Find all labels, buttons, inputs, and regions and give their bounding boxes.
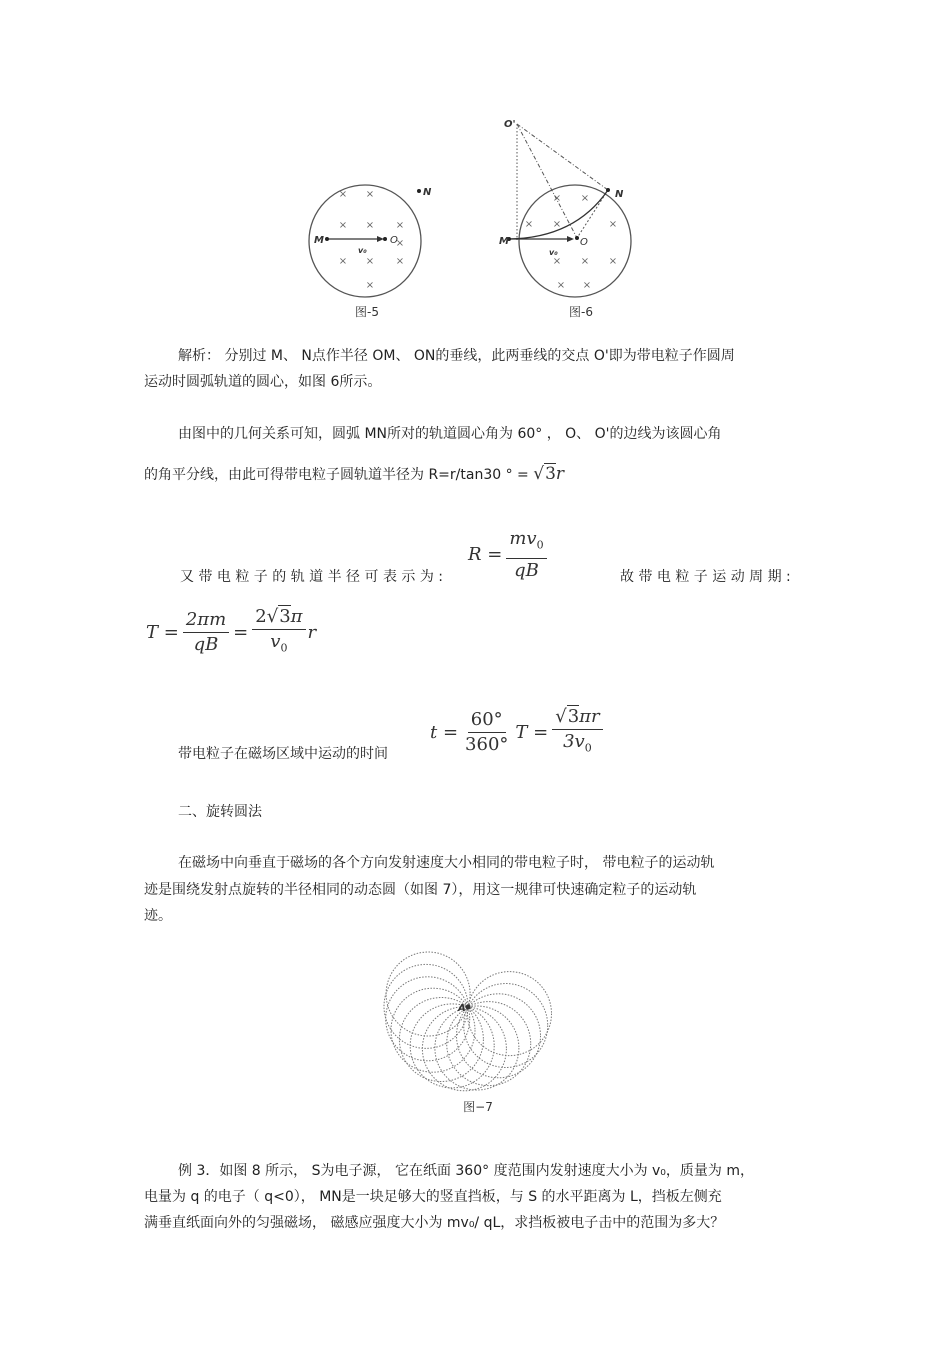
formula-T-f2-pi: π	[290, 606, 303, 627]
trajectory-circle	[410, 1004, 494, 1088]
formula-t-f1-num: 60°	[468, 709, 506, 733]
svg-text:×: ×	[395, 220, 405, 231]
para2-line2-text: 的角平分线，由此可得带电粒子圆轨道半径为 R=r/tan30 ° =	[144, 467, 534, 483]
svg-text:×: ×	[608, 219, 618, 230]
formula-R	[468, 528, 547, 582]
point-N	[417, 189, 421, 193]
para1-line1: 解析： 分别过 M、 N点作半径 OM、 ON的垂线，此两垂线的交点 O'即为带电粒子作圆周	[178, 348, 735, 364]
O-prime-to-N	[517, 124, 608, 190]
svg-text:×: ×	[552, 219, 562, 230]
label-O: O	[390, 235, 398, 246]
figure-6	[495, 110, 645, 322]
label-v0: v₀	[549, 248, 558, 257]
label-N: N	[615, 189, 624, 200]
svg-text:×: ×	[395, 256, 405, 267]
formula-R-num: mv	[509, 528, 537, 549]
formula-T-f2-rad: 3	[279, 606, 291, 627]
svg-text:×: ×	[552, 256, 562, 267]
formula-T	[146, 606, 316, 660]
formula-t-f1-den: 360°	[465, 734, 509, 756]
formula-T-f2-den-sub: 0	[280, 641, 288, 655]
sqrt3r-var: r	[555, 464, 565, 484]
formula-T-f2-coef: 2	[255, 606, 267, 627]
formula-T-f2-den: v	[270, 631, 281, 652]
field-circle	[519, 185, 631, 297]
label-M: M	[499, 236, 509, 247]
formula-R-fraction	[506, 528, 546, 582]
sqrt3r-formula: √3r	[533, 464, 565, 484]
formula-t-f2-den: 3v	[563, 731, 585, 752]
formula-t-fraction2: $\frac{√3\pi r}{3v_0}$	[552, 706, 602, 760]
formula-t-f2-rad: 3	[567, 706, 580, 727]
arrow-head	[567, 236, 574, 242]
formula-R-den: qB	[514, 559, 539, 581]
label-O-prime: O'	[504, 119, 516, 130]
para6-line3: 满垂直纸面向外的匀强磁场， 磁感应强度大小为 mv₀/ qL，求挡板被电子击中的范围为多大？	[144, 1215, 725, 1231]
formula-t-f2-den-sub: 0	[584, 741, 592, 755]
para3-text-right: 故 带 电 粒 子 运 动 周 期 :	[620, 569, 791, 585]
formula-R-num-sub: 0	[536, 538, 544, 552]
formula-t	[430, 706, 603, 760]
formula-t-fraction1	[462, 709, 511, 756]
para5-line3: 迹。	[144, 908, 172, 924]
label-v0: v₀	[358, 246, 367, 255]
svg-text:×: ×	[608, 256, 618, 267]
para1-line2: 运动时圆弧轨道的圆心，如图 6所示。	[144, 374, 382, 390]
svg-text:×: ×	[365, 189, 375, 200]
para2-line2	[144, 464, 564, 485]
figure-5-caption: 图-5	[355, 305, 379, 319]
formula-t-mid: T =	[515, 722, 549, 744]
para3-text-left: 又 带 电 粒 子 的 轨 道 半 径 可 表 示 为 :	[180, 569, 444, 585]
formula-T-fraction1	[183, 609, 229, 656]
figure-6-caption: 图-6	[569, 305, 593, 319]
para6-line1: 例 3．如图 8 所示， S为电子源， 它在纸面 360° 度范围内发射速度大小为 v₀，质量为 m，	[178, 1163, 755, 1179]
point-A	[466, 1005, 471, 1010]
point-M	[325, 237, 329, 241]
figure-7-caption: 图−7	[463, 1100, 493, 1114]
formula-T-lhs: T =	[146, 622, 179, 644]
para2-line1: 由图中的几何关系可知，圆弧 MN所对的轨道圆心角为 60° ， O、 O'的边线为该圆心角	[178, 426, 722, 442]
point-O	[575, 236, 579, 240]
point-N	[606, 188, 610, 192]
svg-text:×: ×	[365, 256, 375, 267]
trajectory-circle	[422, 1007, 506, 1091]
rotating-circles	[384, 952, 552, 1091]
point-O	[383, 237, 387, 241]
svg-text:×: ×	[580, 256, 590, 267]
field-crosses	[525, 193, 617, 291]
para6-line2: 电量为 q 的电子（ q<0）， MN是一块足够大的竖直挡板，与 S 的水平距离为 L，挡板左侧充	[144, 1189, 722, 1205]
para5-line1: 在磁场中向垂直于磁场的各个方向发射速度大小相同的带电粒子时， 带电粒子的运动轨	[178, 855, 715, 871]
para4-text: 带电粒子在磁场区域中运动的时间	[178, 746, 388, 762]
label-M: M	[314, 235, 324, 246]
svg-text:×: ×	[365, 280, 375, 291]
svg-text:×: ×	[582, 280, 592, 291]
formula-T-f1-den: qB	[193, 634, 219, 656]
formula-T-eq: =	[233, 622, 249, 644]
formula-T-fraction2: $\frac{2√3\pi}{v_0}$	[252, 606, 305, 660]
svg-text:×: ×	[552, 193, 562, 204]
figure-5	[305, 170, 432, 322]
svg-text:×: ×	[580, 193, 590, 204]
svg-text:×: ×	[338, 256, 348, 267]
svg-text:×: ×	[556, 280, 566, 291]
formula-t-f2-tail: πr	[579, 706, 600, 727]
formula-T-f1-num: 2πm	[183, 609, 229, 633]
arrow-head	[377, 236, 384, 242]
figure-7	[380, 955, 570, 1130]
sqrt3r-radicand: 3	[545, 464, 556, 484]
svg-text:×: ×	[524, 219, 534, 230]
label-A: A	[458, 1003, 466, 1014]
svg-text:×: ×	[338, 220, 348, 231]
svg-text:×: ×	[395, 238, 405, 249]
para5-line2: 迹是围绕发射点旋转的半径相同的动态圆（如图 7），用这一规律可快速确定粒子的运动轨	[144, 882, 697, 898]
trajectory-circle	[386, 952, 470, 1036]
formula-T-tail: r	[307, 622, 317, 644]
svg-text:×: ×	[338, 189, 348, 200]
label-O: O	[580, 237, 588, 248]
svg-text:×: ×	[365, 220, 375, 231]
label-N: N	[423, 187, 432, 198]
section2-heading: 二、旋转圆法	[178, 804, 262, 820]
formula-R-lhs: R =	[468, 544, 503, 566]
trajectory-circle	[391, 988, 475, 1072]
trajectory-circle	[399, 998, 483, 1082]
trajectory-circle	[468, 972, 552, 1056]
formula-t-lhs: t =	[430, 722, 459, 744]
